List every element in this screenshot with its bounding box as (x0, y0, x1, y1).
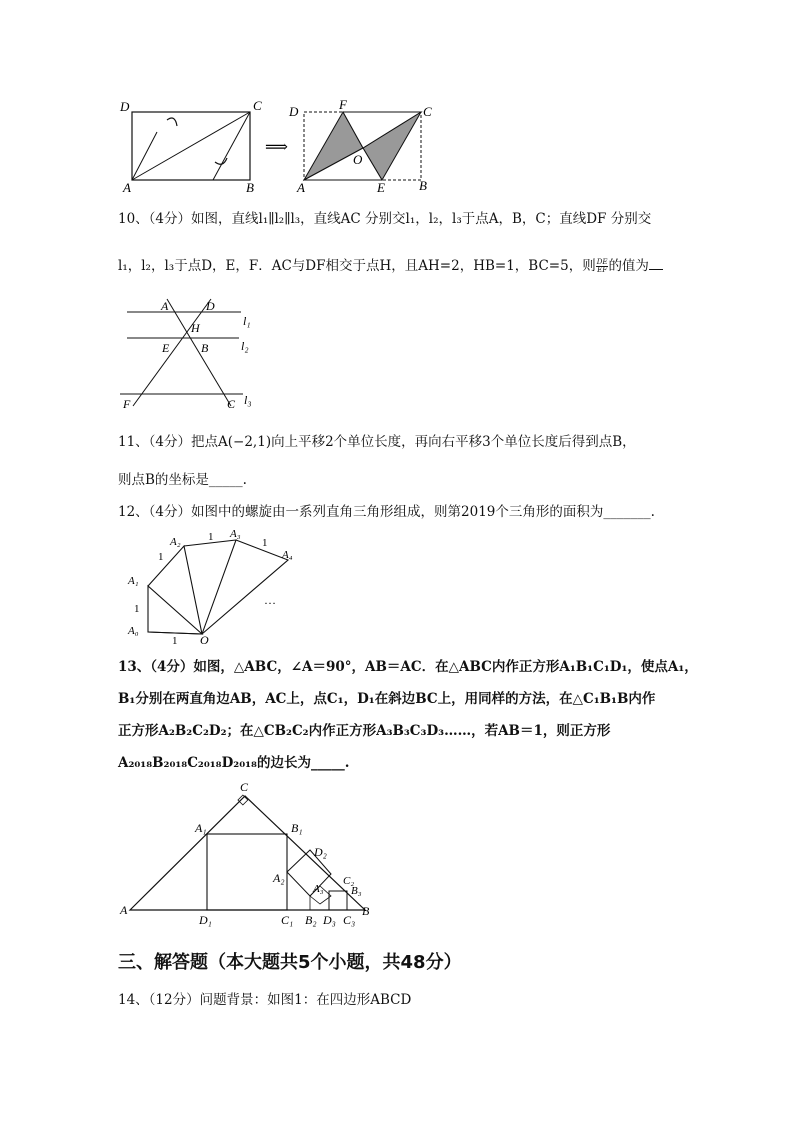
q12-line1: 12、（4分）如图中的螺旋由一系列直角三角形组成，则第2019个三角形的面积为_______. (118, 504, 655, 520)
right-arrow-icon: ⟹ (265, 139, 288, 156)
label-C: C (240, 780, 249, 794)
length-one-3: 1 (262, 537, 268, 549)
spiral-triangle-figure (120, 524, 310, 648)
label-C3: C₃ (343, 913, 356, 927)
label-B2: B₂ (305, 913, 317, 927)
q11-line2: 则点B的坐标是_____. (118, 472, 247, 488)
q10-fraction (596, 259, 609, 274)
label-D: D (206, 299, 215, 313)
label-O: O (353, 152, 363, 167)
q14-line1: 14、（12分）问题背景：如图1：在四边形ABCD (118, 992, 412, 1008)
label-H: H (191, 321, 200, 335)
label-O: O (200, 633, 209, 647)
q13-line1: 13、（4分）如图，△ABC，∠A＝90°，AB＝AC．在△ABC内作正方形A₁B₁C₁D₁，使点A₁， (118, 659, 698, 675)
label-A2: A (297, 180, 305, 195)
rectangle-left (119, 98, 262, 195)
label-F: F (339, 97, 347, 112)
label-A1: A₁ (128, 575, 139, 587)
q10-line1: 10、（4分）如图，直线l₁∥l₂∥l₃，直线AC 分别交l₁，l₂，l₃于点A，B，C；直线DF 分别交 (118, 211, 652, 227)
label-E: E (162, 341, 170, 355)
label-D1: D₁ (199, 913, 212, 927)
ellipsis: … (264, 593, 276, 607)
label-D: D (120, 99, 130, 114)
length-one-2: 1 (208, 531, 214, 543)
label-B1: B₁ (291, 821, 303, 835)
q10-line2a: l₁，l₂，l₃于点D，E，F．AC与DF相交于点H，且AH=2，HB=1，BC=5，则 (118, 258, 596, 274)
q13-line3: 正方形A₂B₂C₂D₂；在△CB₂C₂内作正方形A₃B₃C₃D₃……，若AB＝1，则正方形 (118, 723, 611, 739)
label-B: B (246, 180, 254, 195)
length-one-1: 1 (158, 551, 164, 563)
label-A2: A₂ (273, 871, 285, 885)
q11-line1: 11、（4分）把点A(−2,1)向上平移2个单位长度，再向右平移3个单位长度后得到点B， (118, 434, 636, 450)
parallel-lines-figure (115, 294, 265, 414)
frac-num: DE (596, 258, 608, 266)
q10-line2 (118, 254, 663, 274)
q13-line2: B₁分别在两直角边AB，AC上，点C₁，D₁在斜边BC上，用同样的方法，在△C₁B₁B内作 (118, 691, 656, 707)
label-l2: l₂ (241, 339, 249, 353)
label-l3: l₃ (244, 393, 252, 407)
rectangle-right (288, 97, 432, 195)
label-A: A (120, 903, 128, 917)
label-l1: l₁ (243, 314, 251, 328)
label-D2: D (289, 104, 299, 119)
label-C1: C₁ (281, 913, 294, 927)
label-A0: A₀ (128, 625, 139, 637)
label-C2: C (423, 104, 432, 119)
label-B2: B (419, 178, 427, 193)
label-A3: A₃ (313, 883, 324, 895)
rectangle-fold-figure (115, 92, 445, 202)
section-3-heading: 三、解答题（本大题共5个小题，共48分） (118, 952, 462, 973)
label-D2: D₂ (314, 845, 327, 859)
q10-line2b: 的值为 (608, 258, 649, 274)
label-C2: C₂ (343, 875, 355, 887)
label-A4: A₄ (282, 549, 293, 561)
label-C: C (227, 397, 236, 411)
inscribed-squares-figure (115, 778, 385, 928)
label-E: E (377, 180, 385, 195)
label-C: C (253, 98, 262, 113)
label-A2: A₂ (170, 536, 181, 548)
length-one-4: 1 (134, 603, 140, 615)
frac-den: EF (597, 266, 608, 274)
label-B: B (201, 341, 209, 355)
q13-line4: A₂₀₁₈B₂₀₁₈C₂₀₁₈D₂₀₁₈的边长为_____. (118, 755, 350, 771)
label-A3: A₃ (230, 528, 241, 540)
length-one-5: 1 (172, 635, 178, 647)
label-A: A (123, 180, 131, 195)
label-A1: A₁ (195, 821, 207, 835)
label-B3: B₃ (351, 885, 362, 897)
label-B: B (362, 904, 370, 918)
label-F: F (123, 397, 131, 411)
label-A: A (161, 299, 169, 313)
label-D3: D₃ (323, 913, 336, 927)
